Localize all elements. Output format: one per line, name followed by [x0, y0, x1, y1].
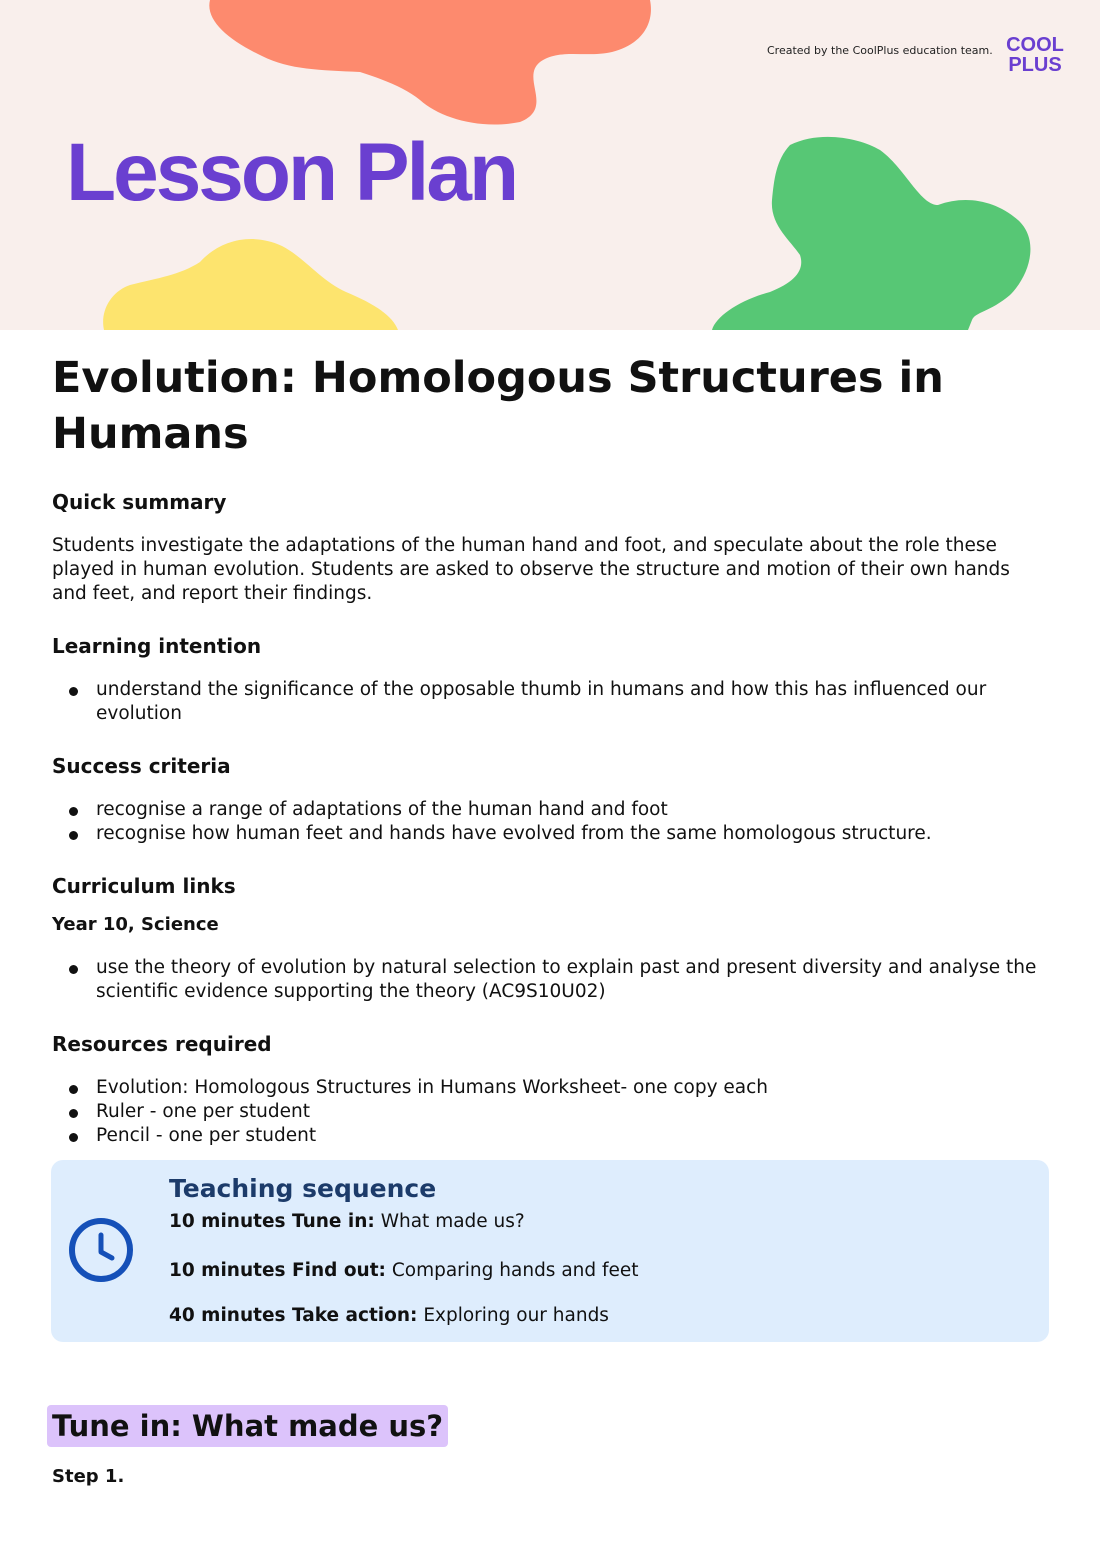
- coral-blob: [209, 0, 651, 125]
- clock-icon: [67, 1216, 135, 1284]
- yellow-blob: [103, 239, 398, 330]
- resources-list: [52, 1076, 1052, 1148]
- teaching-sequence-title: Teaching sequence: [169, 1174, 437, 1203]
- list-item: Evolution: Homologous Structures in Humans Worksheet- one copy each: [52, 1076, 1052, 1100]
- bullet-icon: [69, 831, 78, 840]
- green-blob: [712, 137, 1030, 330]
- sequence-row-take-action: 40 minutes Take action: Exploring our hands: [169, 1305, 609, 1326]
- list-item: use the theory of evolution by natural selection to explain past and present diversity and analyse the scientific evidence supporting the theory (AC9S10U02): [52, 956, 1052, 1004]
- header-banner: [0, 0, 1100, 330]
- lesson-title: Evolution: Homologous Structures in Humans: [52, 353, 944, 459]
- curriculum-year-subheading: Year 10, Science: [52, 914, 219, 935]
- list-item: Ruler - one per student: [52, 1100, 1052, 1124]
- learning-intention-list: [52, 678, 1052, 726]
- lesson-content: [52, 350, 1052, 1148]
- curriculum-links-heading: Curriculum links: [52, 874, 236, 898]
- quick-summary-text: Students investigate the adaptations of the human hand and foot, and speculate about the role these played in human evolution. Students are asked to observe the structure and motion of their own hands and feet, and report their findings.: [52, 535, 1010, 604]
- hero-title: Lesson Plan: [66, 127, 517, 218]
- resources-heading: Resources required: [52, 1032, 272, 1056]
- logo-line-1: COOL: [1006, 34, 1064, 56]
- credit-text: Created by the CoolPlus education team.: [767, 44, 993, 57]
- bullet-icon: [69, 1133, 78, 1142]
- teaching-sequence-box: [51, 1160, 1049, 1342]
- learning-intention-heading: Learning intention: [52, 634, 262, 658]
- quick-summary-heading: Quick summary: [52, 490, 227, 514]
- list-item: understand the significance of the opposable thumb in humans and how this has influenced our evolution: [52, 678, 1052, 726]
- sequence-row-tune-in: 10 minutes Tune in: What made us?: [169, 1211, 525, 1232]
- bullet-icon: [69, 965, 78, 974]
- bullet-icon: [69, 1085, 78, 1094]
- logo-line-2: PLUS: [1008, 54, 1062, 76]
- curriculum-links-list: [52, 956, 1052, 1004]
- step-label: Step 1.: [52, 1466, 125, 1487]
- list-item: recognise how human feet and hands have evolved from the same homologous structure.: [52, 822, 1052, 846]
- list-item: Pencil - one per student: [52, 1124, 1052, 1148]
- success-criteria-list: [52, 798, 1052, 846]
- bullet-icon: [69, 687, 78, 696]
- sequence-row-find-out: 10 minutes Find out: Comparing hands and feet: [169, 1260, 639, 1281]
- bullet-icon: [69, 1109, 78, 1118]
- success-criteria-heading: Success criteria: [52, 754, 231, 778]
- bullet-icon: [69, 807, 78, 816]
- tune-in-heading: Tune in: What made us?: [47, 1405, 448, 1447]
- coolplus-logo: [1001, 32, 1069, 76]
- list-item: recognise a range of adaptations of the human hand and foot: [52, 798, 1052, 822]
